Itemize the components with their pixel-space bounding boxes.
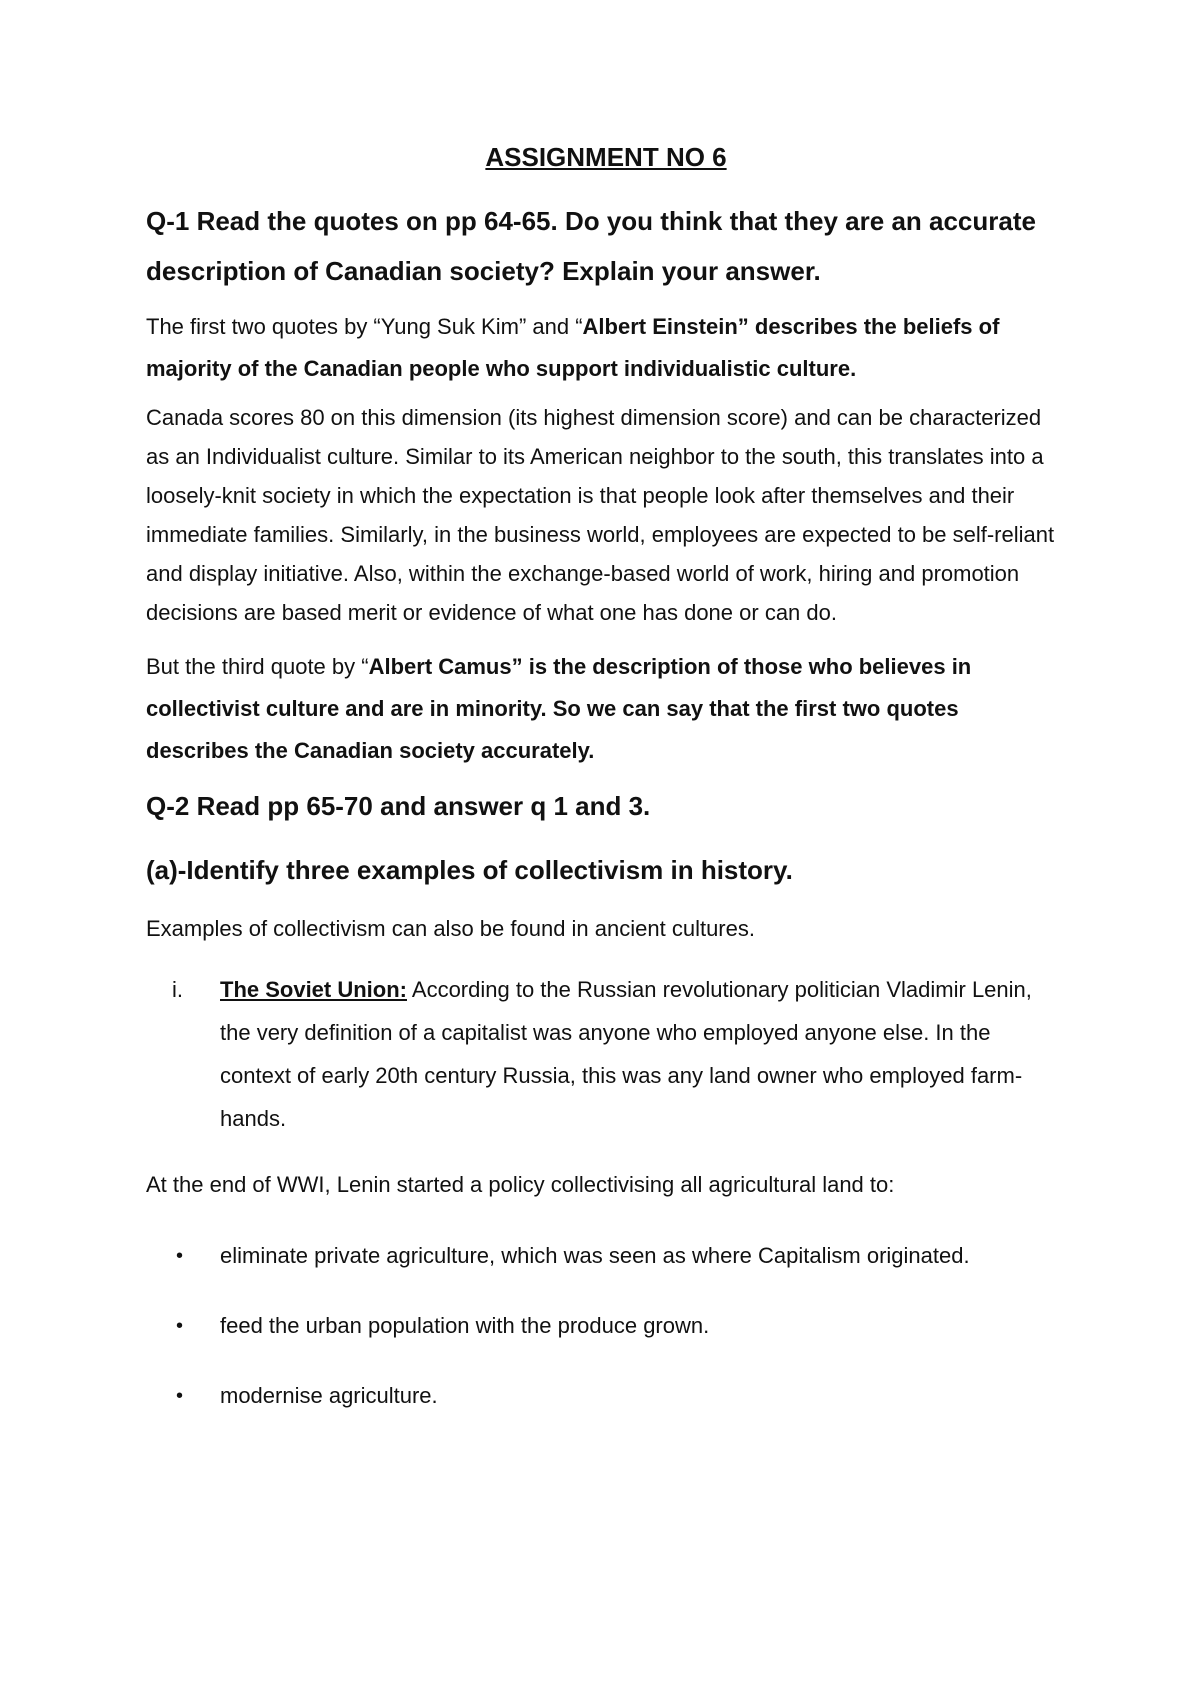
bullet-icon: •: [176, 1245, 184, 1267]
paragraph-3-plain: But the third quote by “: [146, 654, 369, 679]
list-item-number: i.: [172, 977, 183, 1002]
document-body: [146, 140, 1066, 1446]
answer-paragraph-4: Examples of collectivism can also be found in ancient cultures.: [146, 916, 755, 941]
question-2a-heading: (a)-Identify three examples of collectivism in history.: [146, 855, 793, 885]
paragraph-1-plain: The first two quotes by “Yung Suk Kim” and “: [146, 314, 583, 339]
list-item: [146, 968, 1066, 1140]
bullet-text: feed the urban population with the produce grown.: [220, 1313, 710, 1338]
bullet-icon: •: [176, 1385, 184, 1407]
paragraph-1-bold: Albert Einstein” describes the beliefs of majority of the Canadian people who support individualistic culture.: [146, 314, 1000, 381]
list-item-text: According to the Russian revolutionary politician Vladimir Lenin, the very definition of a capitalist was anyone who employed anyone else. In the context of early 20th century Russia, this was any land owner who employed farm-hands.: [220, 977, 1032, 1131]
bullet-text: eliminate private agriculture, which was seen as where Capitalism originated.: [220, 1243, 970, 1268]
answer-paragraph-1: [146, 306, 1066, 390]
bullet-text: modernise agriculture.: [220, 1383, 438, 1408]
bullet-icon: •: [176, 1315, 184, 1337]
bullet-item-2: [146, 1306, 1066, 1346]
paragraph-3-bold: Albert Camus” is the description of those who believes in collectivist culture and are in minority. So we can say that the first two quotes describes the Canadian society accurately.: [146, 654, 972, 763]
answer-paragraph-3: [146, 646, 1066, 772]
answer-paragraph-2: Canada scores 80 on this dimension (its highest dimension score) and can be characterized as an Individualist culture. Similar to its American neighbor to the south, this translates into a loosely-knit society in which the expectation is that people look after themselves and their immediate families. Similarly, in the business world, employees are expected to be self-reliant and display initiative. Also, within the exchange-based world of work, hiring and promotion decisions are based merit or evidence of what one has done or can do.: [146, 405, 1055, 625]
question-2-heading: Q-2 Read pp 65-70 and answer q 1 and 3.: [146, 791, 651, 821]
bullet-item-1: [146, 1236, 1066, 1276]
bullet-item-3: [146, 1376, 1066, 1416]
document-title: ASSIGNMENT NO 6: [485, 142, 727, 172]
question-1-heading: Q-1 Read the quotes on pp 64-65. Do you think that they are an accurate description of Canadian society? Explain your answer.: [146, 206, 1036, 286]
list-item-title: The Soviet Union:: [220, 977, 407, 1002]
answer-paragraph-5: At the end of WWI, Lenin started a policy collectivising all agricultural land to:: [146, 1172, 895, 1197]
